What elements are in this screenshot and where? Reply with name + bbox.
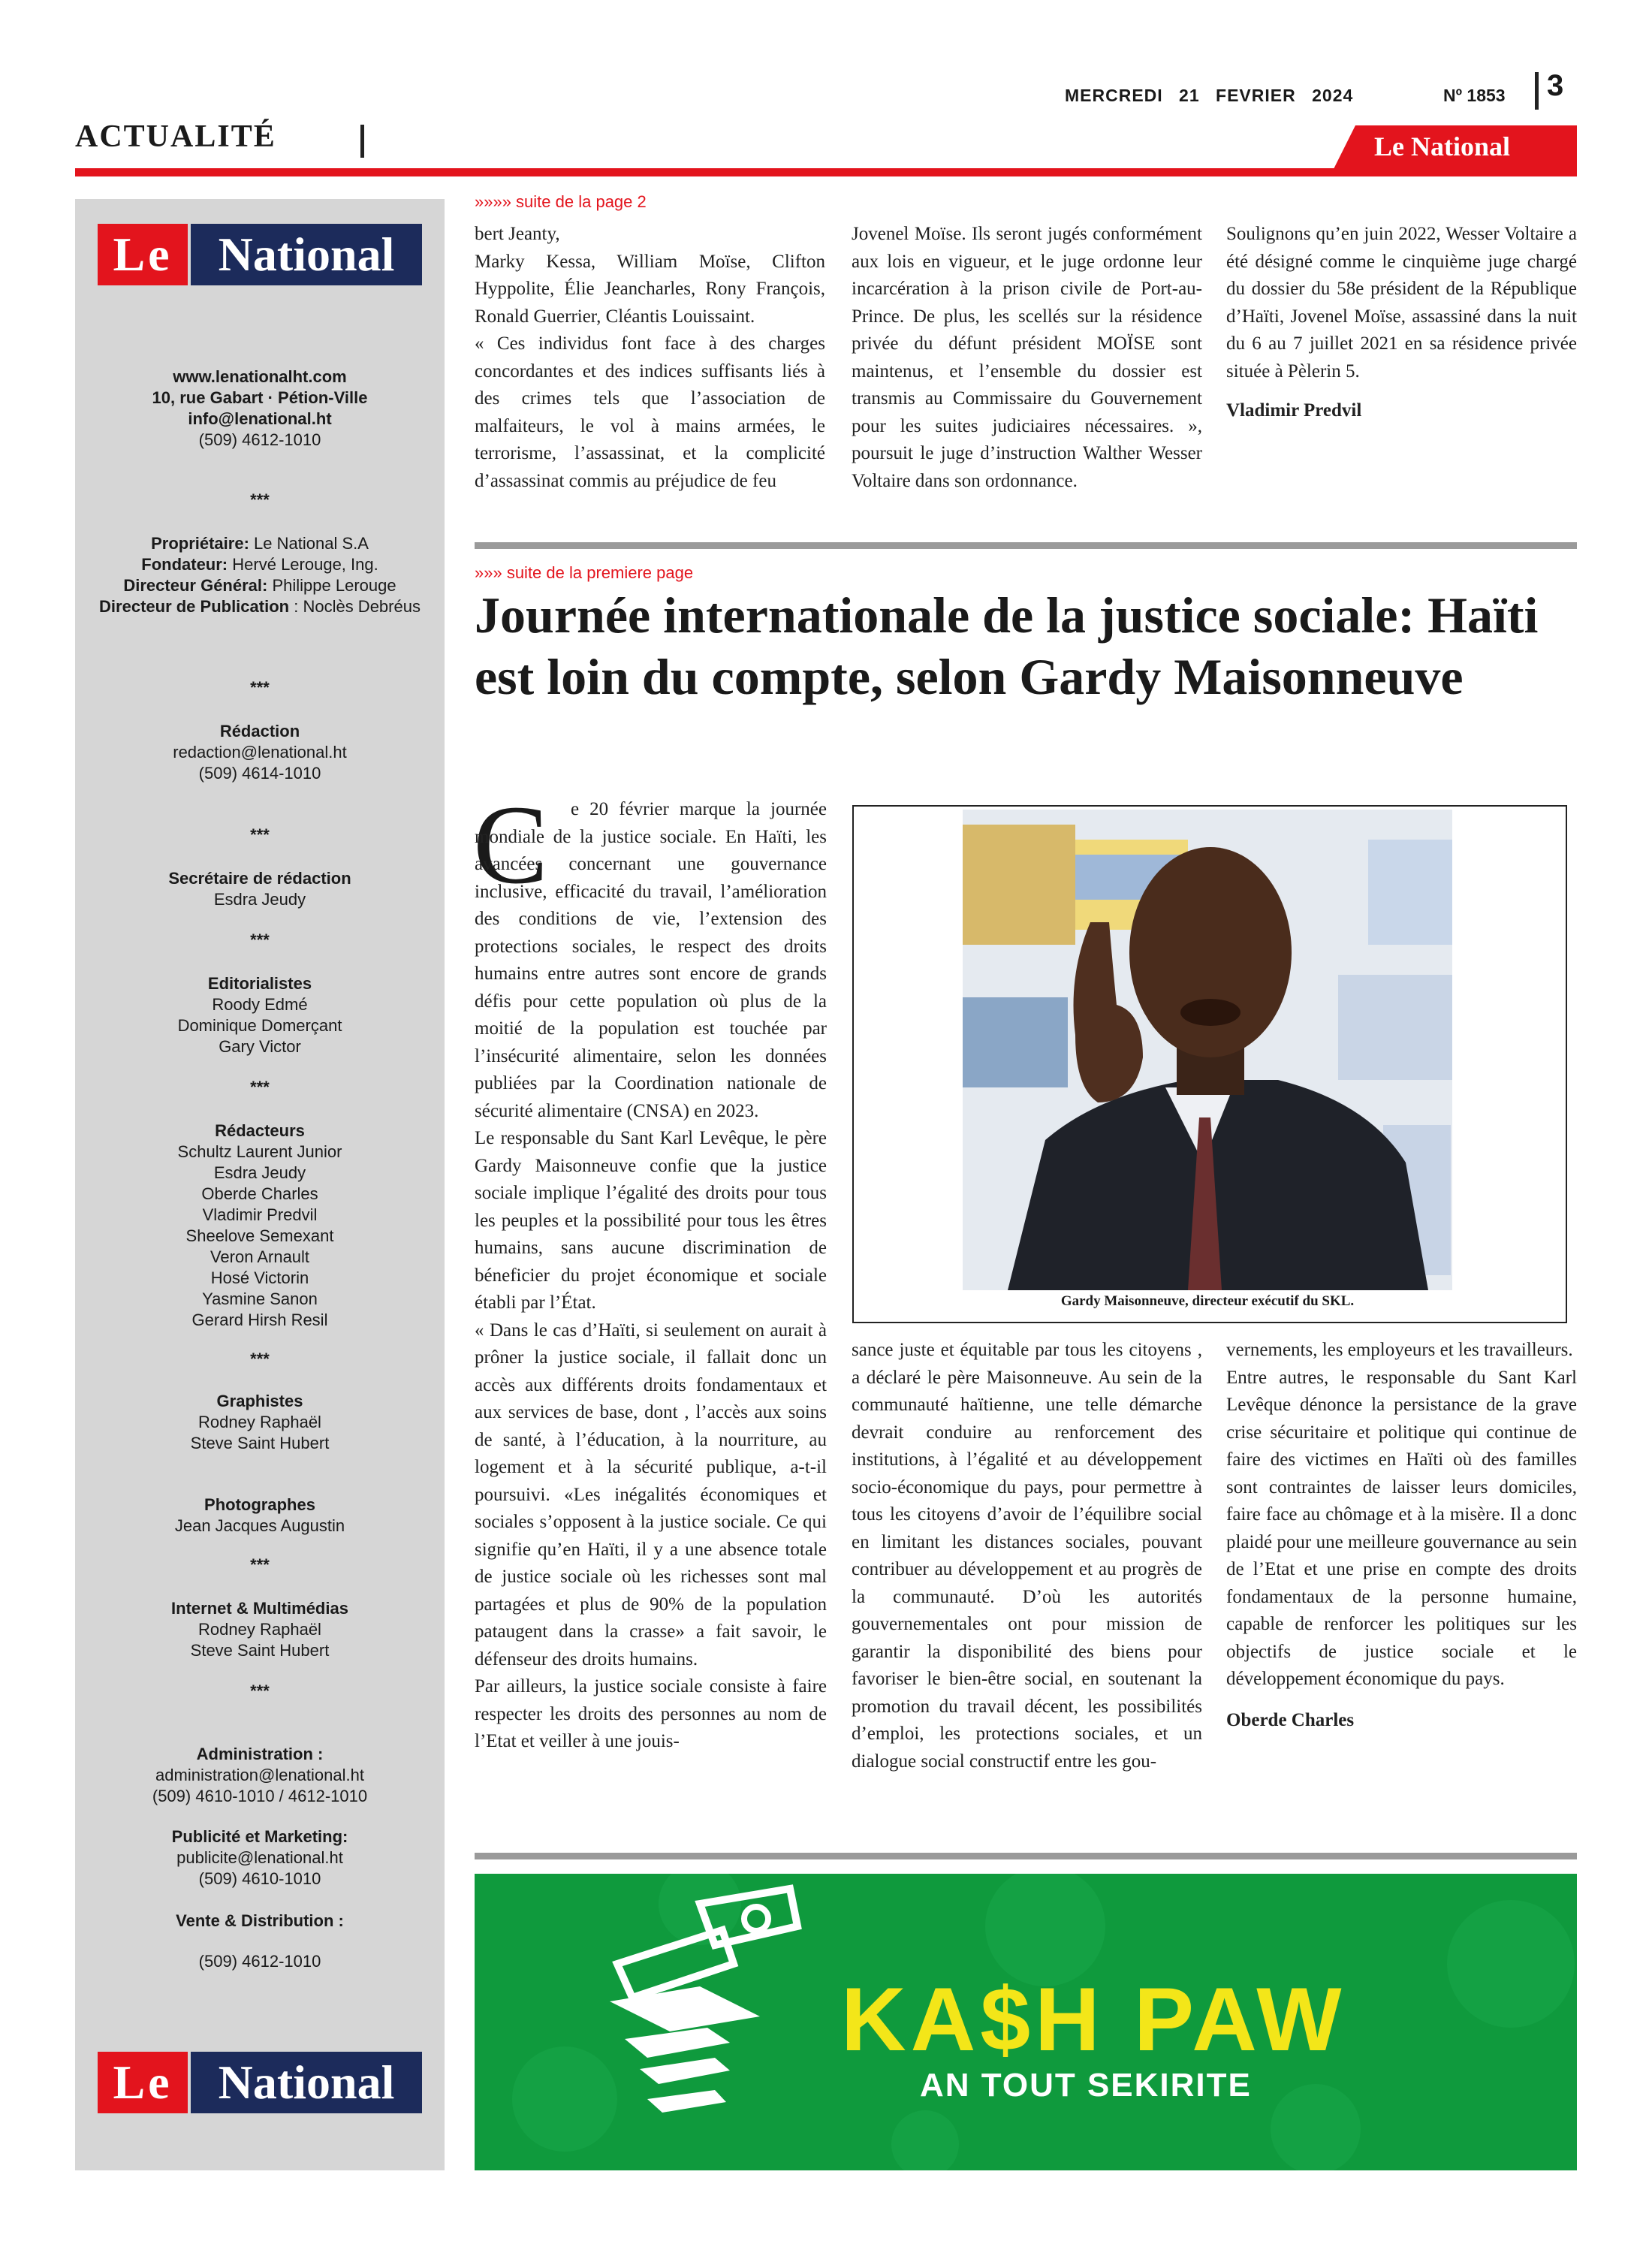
staff-name: Rodney Raphaël [198, 1413, 321, 1431]
photo-caption: Gardy Maisonneuve, directeur exécutif du SKL. [1060, 1293, 1355, 1309]
dp-label: Directeur de Publication [99, 597, 290, 616]
article2-col2-text: sance juste et équitable par tous les citoyens , a déclaré le père Maisonneuve. Au sein de la communauté haïtienne, une telle démarche devrait conduire au renforcement des institutions, à l’égalité et au développement socio-économique du pays, pour permettre à tous les citoyens d’avoir de l’équilibre social en limitant les distances sociales, pouvant contribuer au développement et au progrès de la communauté. D’où les autorités gouvernementales ont pour mission de garantir la disponibilité des biens pour favoriser le bien-être social, en soutenant la promotion du travail décent, les possibilités d’emploi, les protections sociales, et un dialogue social constructif entre les gou- [852, 1340, 1202, 1772]
redaction-block [75, 721, 445, 784]
contact-email[interactable]: info@lenational.ht [188, 409, 332, 428]
secretaire-block [75, 868, 445, 910]
admin-phone: (509) 4610-1010 / 4612-1010 [152, 1787, 368, 1805]
staff-name: Esdra Jeudy [213, 1163, 306, 1182]
redacteurs-block [75, 1120, 445, 1331]
article2-author: Oberde Charles [1226, 1709, 1355, 1730]
article2-headline: Journée internationale de la justice sociale: Haïti est loin du compte, selon Gardy Maisonneuve [475, 587, 1539, 705]
staff-name: Roody Edmé [212, 995, 308, 1014]
ad-title: KA$H PAW [841, 1969, 1346, 2070]
staff-name: Oberde Charles [201, 1184, 318, 1203]
vente-block [75, 1911, 445, 1972]
internet-title: Internet & Multimédias [171, 1599, 348, 1618]
article2-kicker: »»» suite de la premiere page [475, 563, 694, 582]
staff-name: Steve Saint Hubert [190, 1434, 330, 1452]
pub-block [75, 1826, 445, 1890]
founder: Hervé Lerouge, Ing. [232, 555, 378, 574]
website[interactable]: www.lenationalht.com [173, 367, 347, 386]
photographes-title: Photographes [204, 1495, 315, 1514]
article2-col3-p1: vernements, les employeurs et les travailleurs. [1226, 1340, 1573, 1360]
staff-name: Sheelove Semexant [185, 1226, 334, 1245]
separator-stars: *** [250, 490, 270, 509]
separator-stars: *** [250, 930, 270, 949]
pub-title: Publicité et Marketing: [171, 1827, 348, 1846]
separator-stars: *** [250, 1350, 270, 1368]
ad-subtitle: AN TOUT SEKIRITE [920, 2067, 1252, 2104]
article-photo [963, 810, 1452, 1290]
article1-col3-text: Soulignons qu’en juin 2022, Wesser Voltaire a été désigné comme le cinquième juge chargé du dossier du 58e président de la République d’Haïti, Jovenel Moïse, assassiné dans la nuit du 6 au 7 juillet 2021 en sa résidence privée située à Pèlerin 5. [1226, 224, 1577, 382]
article2-col1-p3: « Dans le cas d’Haïti, si seulement on aurait à prôner la justice sociale, il fallait donc un accès aux différents droits fondamentaux et aux services de base, dont , l’accès aux soins de santé, à l’éducation, à la nourriture, au logement et à la sécurité publique, a-t-il poursuivi. «Les inégalités économiques et sociales s’opposent à la justice sociale. Ce qui signifie qu’en Haïti, il y a une absence totale de justice sociale où les richesses sont mal partagées et plus de 90% de la population pataugent dans la crasse» a fait savoir, le défenseur des droits humains. [475, 1320, 827, 1669]
vente-title: Vente & Distribution : [176, 1911, 344, 1930]
article1-author: Vladimir Predvil [1226, 400, 1362, 421]
dp: : Noclès Debréus [294, 597, 421, 616]
staff-name: Gerard Hirsh Resil [191, 1310, 328, 1329]
admin-email[interactable]: administration@lenational.ht [155, 1766, 364, 1784]
portrait-illustration [963, 810, 1452, 1290]
dg-label: Directeur Général: [123, 576, 268, 595]
article-separator [475, 542, 1577, 549]
article1-column-3 [1226, 221, 1577, 425]
graphistes-title: Graphistes [216, 1392, 303, 1410]
article1-kicker: »»»» suite de la page 2 [475, 192, 647, 211]
article1-column-1 [475, 221, 825, 495]
pub-phone: (509) 4610-1010 [198, 1869, 321, 1888]
article1-col2-text: Jovenel Moïse. Ils seront jugés conformément aux lois en vigueur, et le juge ordonne leur incarcération à la prison civile de Port-au-Prince. De plus, les scellés sur la résidence privée du défunt président MOÏSE sont maintenus, et l’ensemble du dossier est transmis au Commissaire du Gouvernement pour les suites judiciaires nécessaires. », poursuit le juge d’instruction Walther Wesser Voltaire dans son ordonnance. [852, 224, 1202, 491]
separator-stars: *** [250, 1555, 270, 1574]
separator-stars: *** [250, 825, 270, 844]
redacteurs-title: Rédacteurs [215, 1121, 305, 1140]
separator-stars: *** [250, 1078, 270, 1096]
staff-name: Steve Saint Hubert [190, 1641, 330, 1660]
internet-block [75, 1598, 445, 1661]
graphistes-block [75, 1391, 445, 1454]
staff-name: Dominique Domerçant [177, 1016, 342, 1035]
article1-column-2 [852, 221, 1202, 495]
article2-col1-p4: Par ailleurs, la justice sociale consiste à faire respecter les droits des personnes au nom de l’Etat et veiller à une jouis- [475, 1676, 827, 1751]
logo-national: National [191, 2052, 422, 2113]
le-national-logo-top [98, 224, 422, 285]
staff-name: Hosé Victorin [210, 1268, 309, 1287]
redaction-title: Rédaction [219, 722, 300, 740]
article1-col1-text: bert Jeanty, Marky Kessa, William Moïse, Clifton Hyppolite, Élie Jeancharles, Rony François, Ronald Guerrier, Cléantis Louissaint. « Ces individus font face à des charges concordantes et des indices suffisants liés à des crimes tels que l’association de malfaiteurs, le vol à mains armées, le terrorisme, l’assassinat, et la complicité d’assassinat commis au préjudice de feu [475, 224, 825, 491]
photographes-block [75, 1494, 445, 1537]
article2-column-1 [475, 796, 827, 1756]
address: 10, rue Gabart · Pétion-Ville [152, 388, 368, 407]
founder-label: Fondateur: [141, 555, 228, 574]
logo-national: National [191, 224, 422, 285]
ad-separator [475, 1853, 1577, 1859]
owner-label: Propriétaire: [151, 534, 249, 553]
logo-le: Le [98, 2052, 188, 2113]
article2-column-2 [852, 1337, 1202, 1775]
separator-stars: *** [250, 678, 270, 697]
article2-col3-p2: Entre autres, le responsable du Sant Karl Levêque dénonce la persistance de la grave crise sécuritaire et politique qui continue de faire des victimes en Haïti où des familles sont contraintes de laisser leurs domiciles, faire face au chômage et à la misère. Il a donc plaidé pour une meilleure gouvernance au sein de l’Etat et une prise en compte des droits fondamentaux de la personne humaine, capable de renforcer les politiques sur les objectifs de justice sociale et le développement économique du pays. [1226, 1367, 1577, 1689]
article2-col1-lead-text: e 20 février marque la journée mondiale de la justice sociale. En Haïti, les avancées concernant une gouvernance inclusive, efficacité du travail, l’amélioration des conditions de vie, l’extension des protections sociales, le respect des droits humains entre autres sont encore de grands défis pour cette population où plus de la moitié de la population est touchée par l’insécurité alimentaire, selon les données publiées par la Coordination nationale de sécurité alimentaire (CNSA) en 2023. [475, 799, 827, 1121]
staff-name: Gary Victor [219, 1037, 301, 1056]
redaction-phone: (509) 4614-1010 [198, 764, 321, 783]
secretaire-title: Secrétaire de rédaction [168, 869, 351, 888]
management-block [75, 533, 445, 617]
article2-col1-p2: Le responsable du Sant Karl Levêque, le père Gardy Maisonneuve confie que la justice sociale implique l’égalité des droits pour tous les peuples et la possibilité pour tous les êtres humains, sans aucune discrimination de béneficier du projet économique et sociale établi par l’État. [475, 1128, 827, 1313]
staff-name: Veron Arnault [210, 1247, 310, 1266]
owner: Le National S.A [254, 534, 369, 553]
vente-phone: (509) 4612-1010 [198, 1952, 321, 1971]
issue-number: Nº 1853 [1443, 86, 1506, 105]
page-number: 3 [1547, 69, 1564, 102]
dropcap: C [473, 783, 549, 907]
dg: Philippe Lerouge [272, 576, 396, 595]
contact-block [75, 366, 445, 451]
staff-name: Jean Jacques Augustin [174, 1516, 345, 1535]
editorialistes-title: Editorialistes [207, 974, 312, 993]
pub-email[interactable]: publicite@lenational.ht [176, 1848, 343, 1867]
staff-name: Vladimir Predvil [202, 1205, 318, 1224]
article2-col1-lead [475, 796, 827, 1125]
staff-name: Yasmine Sanon [202, 1289, 318, 1308]
redaction-email[interactable]: redaction@lenational.ht [173, 743, 347, 762]
contact-phone: (509) 4612-1010 [198, 430, 321, 449]
editorialistes-block [75, 973, 445, 1057]
staff-name: Schultz Laurent Junior [177, 1142, 342, 1161]
article2-column-3 [1226, 1337, 1577, 1734]
brand-tab-label: Le National [1374, 131, 1511, 161]
admin-title: Administration : [196, 1745, 324, 1763]
money-hand-icon [610, 1889, 797, 2113]
le-national-logo-bottom [98, 2052, 422, 2113]
administration-block [75, 1744, 445, 1807]
section-divider [360, 125, 364, 158]
header-divider [1535, 72, 1539, 110]
issue-date: MERCREDI 21 FEVRIER 2024 [1065, 86, 1354, 105]
logo-le: Le [98, 224, 188, 285]
staff-name: Rodney Raphaël [198, 1620, 321, 1639]
section-title: ACTUALITÉ [75, 119, 276, 154]
secretaire-name: Esdra Jeudy [213, 890, 306, 909]
separator-stars: *** [250, 1681, 270, 1700]
